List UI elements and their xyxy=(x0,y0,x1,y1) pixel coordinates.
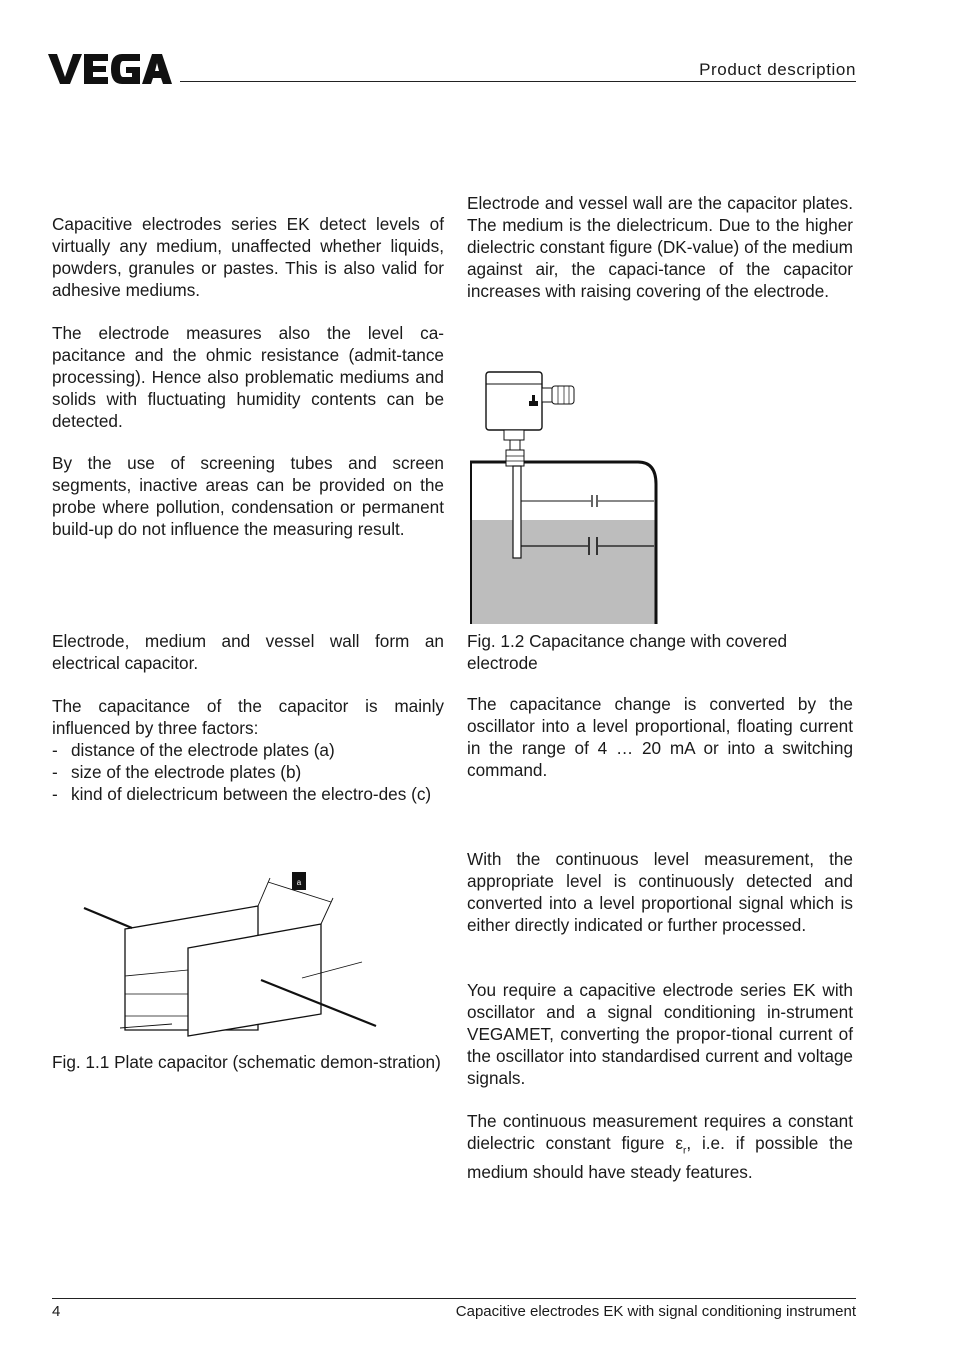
intro-paragraph-3: By the use of screening tubes and screen segments, inactive areas can be provided on the probe where pollution, condensation or permanent build-up do not influence the measuring result. xyxy=(52,453,444,539)
section-title: Product description xyxy=(699,60,856,79)
principle-paragraph-1: Electrode, medium and vessel wall form an electrical capacitor. xyxy=(52,631,444,673)
vega-logo xyxy=(48,50,172,86)
right-paragraph-4: You require a capacitive electrode series EK with oscillator and a signal conditioning in-strument VEGAMET, converting the propor-tional current of the oscillator into standardised current and voltage signals. xyxy=(467,980,853,1088)
factor-item: - size of the electrode plates (b) xyxy=(52,761,302,782)
page-number: 4 xyxy=(52,1303,61,1320)
figure-1-caption: Fig. 1.1 Plate capacitor (schematic demon-stration) xyxy=(52,1052,441,1072)
factor-item: - distance of the electrode plates (a) xyxy=(52,739,335,760)
intro-paragraph-1: Capacitive electrodes series EK detect levels of virtually any medium, unaffected whether liquids, powders, granules or pastes. This is also valid for adhesive mediums. xyxy=(52,214,444,300)
figure-2-caption: Fig. 1.2 Capacitance change with covered electrode xyxy=(467,631,788,673)
right-paragraph-3: With the continuous level measurement, the appropriate level is continuously detected and converted into a level proportional signal which is either directly indicated or further processed. xyxy=(467,849,853,935)
intro-paragraph-2: The electrode measures also the level ca-pacitance and the ohmic resistance (admit-tance processing). Hence also problematic mediums and solids with fluctuating humidity contents can be detected. xyxy=(52,323,444,431)
right-paragraph-2: The capacitance change is converted by the oscillator into a level proportional, floating current in the range of 4 … 20 mA or into a switching command. xyxy=(467,694,853,780)
footer-document-title: Capacitive electrodes EK with signal conditioning instrument xyxy=(455,1303,856,1320)
plate-capacitor-figure xyxy=(80,866,390,1046)
right-paragraph-1: Electrode and vessel wall are the capacitor plates. The medium is the dielectricum. Due to the higher dielectric constant figure (DK-value) of the medium against air, the capaci-tance of the capacitor increases with raising covering of the electrode. xyxy=(467,193,853,301)
footer-rule xyxy=(52,1298,856,1299)
header-rule xyxy=(180,81,856,82)
svg-text:a: a xyxy=(296,878,302,887)
factor-item: - kind of dielectricum between the electro-des (c) xyxy=(52,783,432,804)
electrode-vessel-figure xyxy=(466,368,666,630)
principle-paragraph-2: The capacitance of the capacitor is mainly influenced by three factors: - distance of the electrode plates (a) - size of the electrode plates (b) - kind of dielectricum between the electro-des (c) xyxy=(52,696,444,804)
right-paragraph-5: The continuous measurement requires a constant dielectric constant figure $\varepsilon_r$, i.e. if possible the medium should have steady features. xyxy=(467,1111,853,1183)
